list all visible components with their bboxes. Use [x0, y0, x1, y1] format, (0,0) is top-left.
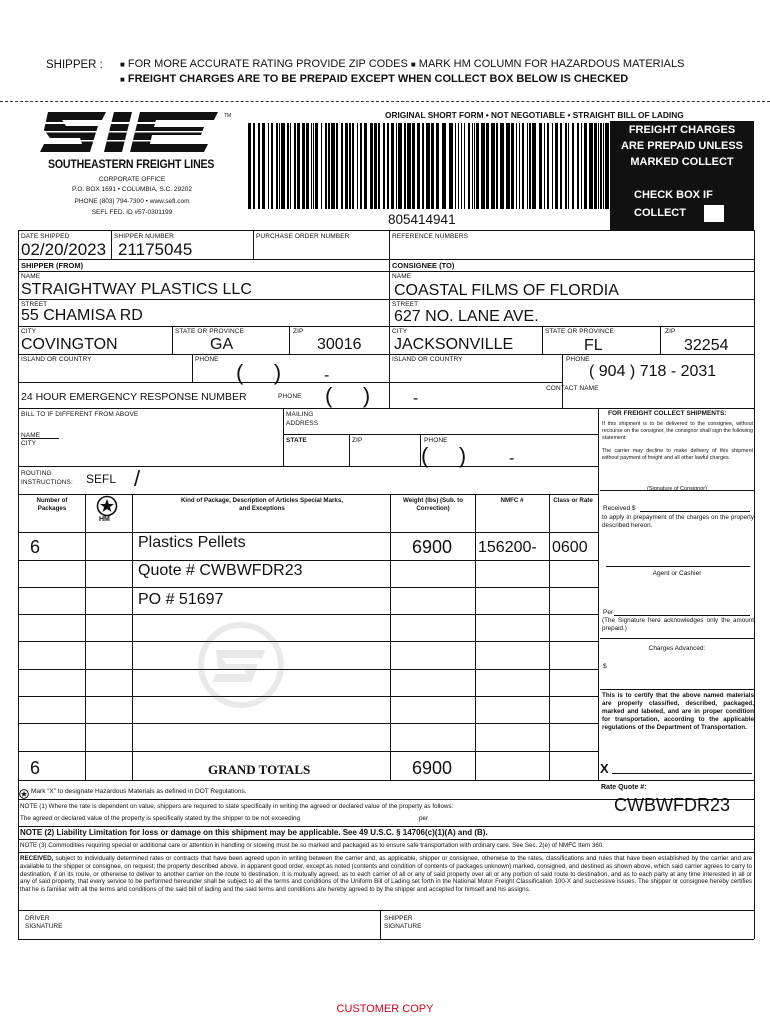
rule: [18, 560, 598, 561]
driver-signature-label[interactable]: DRIVER SIGNATURE: [25, 915, 63, 930]
rule: [660, 326, 661, 354]
short-form-title: ORIGINAL SHORT FORM • NOT NEGOTIABLE • STRAIGHT BILL OF LADING: [385, 110, 684, 120]
routing-slash: /: [134, 466, 141, 491]
row3-description[interactable]: PO # 51697: [138, 591, 224, 608]
rule: [612, 773, 752, 774]
row1-nmfc[interactable]: 156200-: [478, 539, 537, 556]
consignee-state[interactable]: FL: [584, 337, 603, 354]
consignee-name-label: NAME: [392, 273, 412, 280]
consignee-zip-label: ZIP: [665, 328, 676, 335]
collect-line-1: FREIGHT CHARGES: [628, 124, 736, 136]
rule: [598, 408, 599, 780]
check-line-2: COLLECT: [634, 207, 686, 219]
reference-numbers-label: REFERENCE NUMBERS: [392, 233, 469, 240]
row2-description[interactable]: Quote # CWBWFDR23: [138, 562, 303, 579]
shipper-street-label: STREET: [21, 301, 48, 308]
collect-checkbox[interactable]: [704, 205, 724, 222]
header-zip-note: FOR MORE ACCURATE RATING PROVIDE ZIP CODES: [127, 58, 408, 70]
rule: [172, 326, 173, 354]
rate-quote-value[interactable]: CWBWFDR23: [614, 795, 730, 815]
rule: [18, 939, 754, 940]
customer-copy-label: CUSTOMER COPY: [336, 1003, 434, 1015]
shipper-zip[interactable]: 30016: [317, 336, 362, 353]
bullet-icon: ■: [410, 60, 416, 69]
rule: [754, 230, 755, 939]
rule: [18, 839, 754, 840]
header-prepaid-note: FREIGHT CHARGES ARE TO BE PREPAID EXCEPT WHEN COLLECT BOX BELOW IS CHECKED: [127, 73, 629, 85]
shipper-state[interactable]: GA: [210, 336, 234, 353]
company-name: SOUTHEASTERN FREIGHT LINES: [48, 159, 215, 171]
bill-to-state-label: STATE: [286, 437, 307, 444]
charges-advanced-label: Charges Advanced:: [648, 645, 706, 652]
rule: [640, 511, 750, 512]
rule: [21, 438, 59, 439]
note-2: NOTE (2) Liability Limitation for loss or damage on this shipment may be applicable. See 49 U.S.C. § 14706(c)(1)(A) and (B).: [20, 828, 488, 837]
rule: [349, 434, 350, 466]
rule: [549, 494, 550, 780]
watermark-logo: [196, 620, 286, 715]
advanced-dollar: $: [603, 663, 607, 670]
rule: [253, 230, 254, 259]
rule: [475, 494, 476, 780]
bill-to-name-label: NAME: [21, 432, 41, 439]
grand-totals-label: GRAND TOTALS: [208, 762, 311, 777]
shipper-zip-label: ZIP: [293, 328, 304, 335]
consignee-phone[interactable]: ( 904 ) 718 - 2031: [589, 363, 717, 380]
rule: [18, 696, 598, 697]
hm-note: Mark “X” to designate Hazardous Materials as defined in DOT Regulations.: [31, 788, 247, 795]
collect-shipments-title: FOR FREIGHT COLLECT SHIPMENTS:: [608, 410, 727, 417]
rule: [18, 852, 754, 853]
consignee-country-label: ISLAND OR COUNTRY: [392, 356, 463, 363]
shipper-name[interactable]: STRAIGHTWAY PLASTICS LLC: [21, 281, 252, 298]
rule: [18, 299, 754, 300]
bullet-icon: ■: [120, 60, 125, 69]
shipper-state-label: STATE OR PROVINCE: [175, 328, 244, 335]
row1-weight[interactable]: 6900: [412, 537, 453, 557]
rule: [192, 354, 193, 382]
row1-description[interactable]: Plastics Pellets: [138, 534, 246, 551]
routing-label: ROUTING: [21, 470, 52, 477]
perforation-line: [0, 101, 770, 102]
rule: [542, 326, 543, 354]
hm-note-star-icon: [19, 786, 29, 804]
col-hm: HM: [99, 516, 110, 523]
check-line-1: CHECK BOX IF: [634, 189, 713, 201]
sefl-logo: [36, 110, 226, 154]
bill-to-zip-label: ZIP: [352, 437, 363, 444]
consignee-name[interactable]: COASTAL FILMS OF FLORDIA: [394, 282, 619, 299]
shipper-street[interactable]: 55 CHAMISA RD: [21, 307, 143, 324]
collect-line-3: MARKED COLLECT: [630, 156, 734, 168]
po-number-label: PURCHASE ORDER NUMBER: [256, 233, 350, 240]
sefl-logo-mark-icon: [36, 110, 226, 154]
rule: [380, 910, 381, 939]
rule: [18, 826, 754, 827]
col-class: Class or Rate: [553, 497, 593, 504]
shipper-country-label: ISLAND OR COUNTRY: [21, 356, 92, 363]
shipper-phone-field[interactable]: ( ) -: [236, 360, 330, 385]
company-phone: PHONE (803) 794-7300 • www.sefl.com: [74, 198, 190, 205]
shipper-city-label: CITY: [21, 328, 37, 335]
emergency-label: 24 HOUR EMERGENCY RESPONSE NUMBER: [21, 391, 247, 403]
rule: [18, 271, 754, 272]
row1-packages[interactable]: 6: [30, 537, 41, 557]
barcode: [248, 123, 610, 209]
rule: [289, 326, 290, 354]
received-text: to apply in prepayment of the charges on the property described hereon.: [602, 514, 754, 529]
rule: [283, 434, 598, 435]
emergency-phone-field[interactable]: ( ) -: [325, 383, 419, 408]
per-note: (The Signature here acknowledges only the amount prepaid.): [602, 617, 754, 632]
total-packages[interactable]: 6: [30, 758, 41, 778]
consignee-zip[interactable]: 32254: [684, 337, 729, 354]
rule: [18, 532, 598, 533]
shipper-phone-label: PHONE: [195, 356, 219, 363]
collect-box: [610, 121, 754, 231]
rule: [18, 641, 598, 642]
agent-label: Agent or Cashier: [652, 570, 702, 577]
consignee-street-label: STREET: [392, 301, 419, 308]
col-weight: Weight (lbs) (Sub. to Correction): [402, 497, 464, 512]
address-label: ADDRESS: [286, 420, 319, 427]
company-address: P.O. BOX 1691 • COLUMBIA, S.C. 29202: [72, 186, 192, 193]
consignee-phone-label: PHONE: [566, 356, 590, 363]
received-label: Received $: [603, 505, 636, 512]
col-nmfc: NMFC #: [500, 497, 524, 504]
bill-to-label: BILL TO IF DIFFERENT FROM ABOVE: [21, 411, 139, 418]
rule: [18, 780, 754, 781]
collect-shipments-p1: If this shipment is to be delivered to the consignee, without recourse on the consignor, the consignor shall sign the following statement:: [602, 421, 753, 441]
consignee-state-label: STATE OR PROVINCE: [545, 328, 614, 335]
header-line-2: [120, 73, 628, 85]
note-1-per: per: [419, 815, 429, 822]
consignor-signature-label: (Signature of Consignor): [647, 486, 707, 492]
shipper-name-label: NAME: [21, 273, 41, 280]
rule: [18, 230, 754, 231]
consignee-city[interactable]: JACKSONVILLE: [394, 336, 514, 353]
rule: [18, 326, 754, 327]
received-terms: [20, 855, 752, 894]
shipper-number-label: SHIPPER NUMBER: [114, 233, 174, 240]
consignee-city-label: CITY: [392, 328, 408, 335]
consignee-section-title: CONSIGNEE (TO): [392, 261, 455, 270]
date-shipped-value[interactable]: 02/20/2023: [21, 240, 107, 259]
rule: [18, 669, 598, 670]
shipper-signature-label[interactable]: SHIPPER SIGNATURE: [384, 915, 422, 930]
emergency-phone-label: PHONE: [278, 393, 302, 400]
rule: [18, 354, 754, 355]
rule: [85, 494, 86, 780]
note-1b: The agreed or declared value of the property is specifically stated by the shipper to be not exceeding: [20, 815, 301, 822]
received-terms-text: subject to individually determined rates or contracts that have been agreed upon in writing between the carrier and, as applicable, shipper or consignee, otherwise to the rates, classifications and rules that have been established by the carrier and are available to the shipper or consignee, on request; the property described above, in apparent good order, except as noted (contents and condition of contents of packages unknown) marked, consigned, and destined as shown above, which said carrier agrees to carry to destination, if on its route, or otherwise to deliver to another carrier on the route to destination. It is mutually agreed, as to each carrier of all or any of said property over all or any portion of said route to destination, and as to each party at any time interested in all or any of said property, that every service to be performed hereunder shall be subject to all the terms and conditions of the Uniform Bill of Lading set forth in the National Motor Freight Classification 100-X and successive issues. The shipper or consignee hereby certifies that he is familiar with all the terms and conditions of the said bill of lading and the said terms and conditions are hereby agreed to by the shipper and accepted for himself and his assigns.: [20, 855, 752, 894]
rule: [600, 689, 754, 690]
mailing-label: MAILING: [286, 411, 314, 418]
shipper-section-title: SHIPPER (FROM): [21, 261, 84, 270]
rule: [18, 614, 598, 615]
rule: [606, 566, 750, 567]
note-1: NOTE (1) Where the rate is dependent on value, shippers are required to state specifically in writing the agreed or declared value of the property as follows:: [20, 803, 454, 810]
bill-to-phone-field[interactable]: ( ) -: [421, 443, 515, 468]
row1-class[interactable]: 0600: [552, 539, 588, 556]
rule: [389, 230, 390, 408]
rule: [600, 638, 754, 639]
company-fed-id: SEFL FED. ID #57-0301199: [91, 209, 173, 216]
corporate-office: CORPORATE OFFICE: [98, 176, 166, 183]
rule: [562, 354, 563, 408]
collect-line-2: ARE PREPAID UNLESS: [620, 140, 744, 152]
shipper-header-label: SHIPPER :: [46, 59, 103, 71]
header-line-1: [120, 58, 684, 70]
shipper-number-value[interactable]: 21175045: [118, 240, 193, 259]
rule: [18, 751, 598, 752]
total-weight[interactable]: 6900: [412, 758, 453, 778]
rule: [18, 723, 598, 724]
bullet-icon: ■: [120, 75, 125, 84]
collect-shipments-p2: The carrier may decline to make delivery of this shipment without payment of freight and all other lawful charges.: [602, 448, 753, 461]
received-terms-bold: RECEIVED,: [20, 855, 54, 862]
header-hm-note: MARK HM COLUMN FOR HAZARDOUS MATERIALS: [418, 58, 685, 70]
shipper-city[interactable]: COVINGTON: [21, 336, 118, 353]
instructions-label: INSTRUCTIONS:: [21, 479, 73, 486]
rule: [614, 615, 750, 616]
consignee-street[interactable]: 627 NO. LANE AVE.: [394, 308, 539, 325]
col-packages: Number of Packages: [36, 497, 68, 512]
rule: [283, 408, 284, 466]
rule: [18, 910, 754, 911]
col-description: Kind of Package, Description of Articles Special Marks, and Exceptions: [180, 497, 344, 512]
rule: [132, 494, 133, 780]
trademark: TM: [224, 113, 232, 119]
bill-to-city-label: CITY: [21, 440, 37, 447]
date-shipped-label: DATE SHIPPED: [21, 233, 70, 240]
contact-name-label: CONTACT NAME: [546, 385, 599, 392]
bill-to-phone-label: PHONE: [424, 437, 448, 444]
per-label: Per: [603, 609, 614, 616]
routing-value[interactable]: SEFL: [86, 472, 117, 486]
rule: [18, 587, 598, 588]
rule: [111, 230, 112, 259]
rate-quote-label: Rate Quote #:: [601, 784, 647, 791]
note-3: NOTE (3) Commodities requiring special or additional care or attention in handling or stowing must be so marked and packaged as to ensure safe transportation with ordinary care. See Sec. 2(e) of NMFC Item 360.: [20, 842, 604, 849]
certify-signature-x[interactable]: X: [600, 761, 609, 776]
rule: [390, 494, 391, 780]
certify-text: This is to certify that the above named materials are properly classified, described, packaged, marked and labeled, and are in proper condition for transportation, according to the applicable regulations of the Department of Transportation.: [602, 692, 754, 731]
barcode-number: 805414941: [388, 212, 456, 227]
rule: [18, 230, 19, 939]
